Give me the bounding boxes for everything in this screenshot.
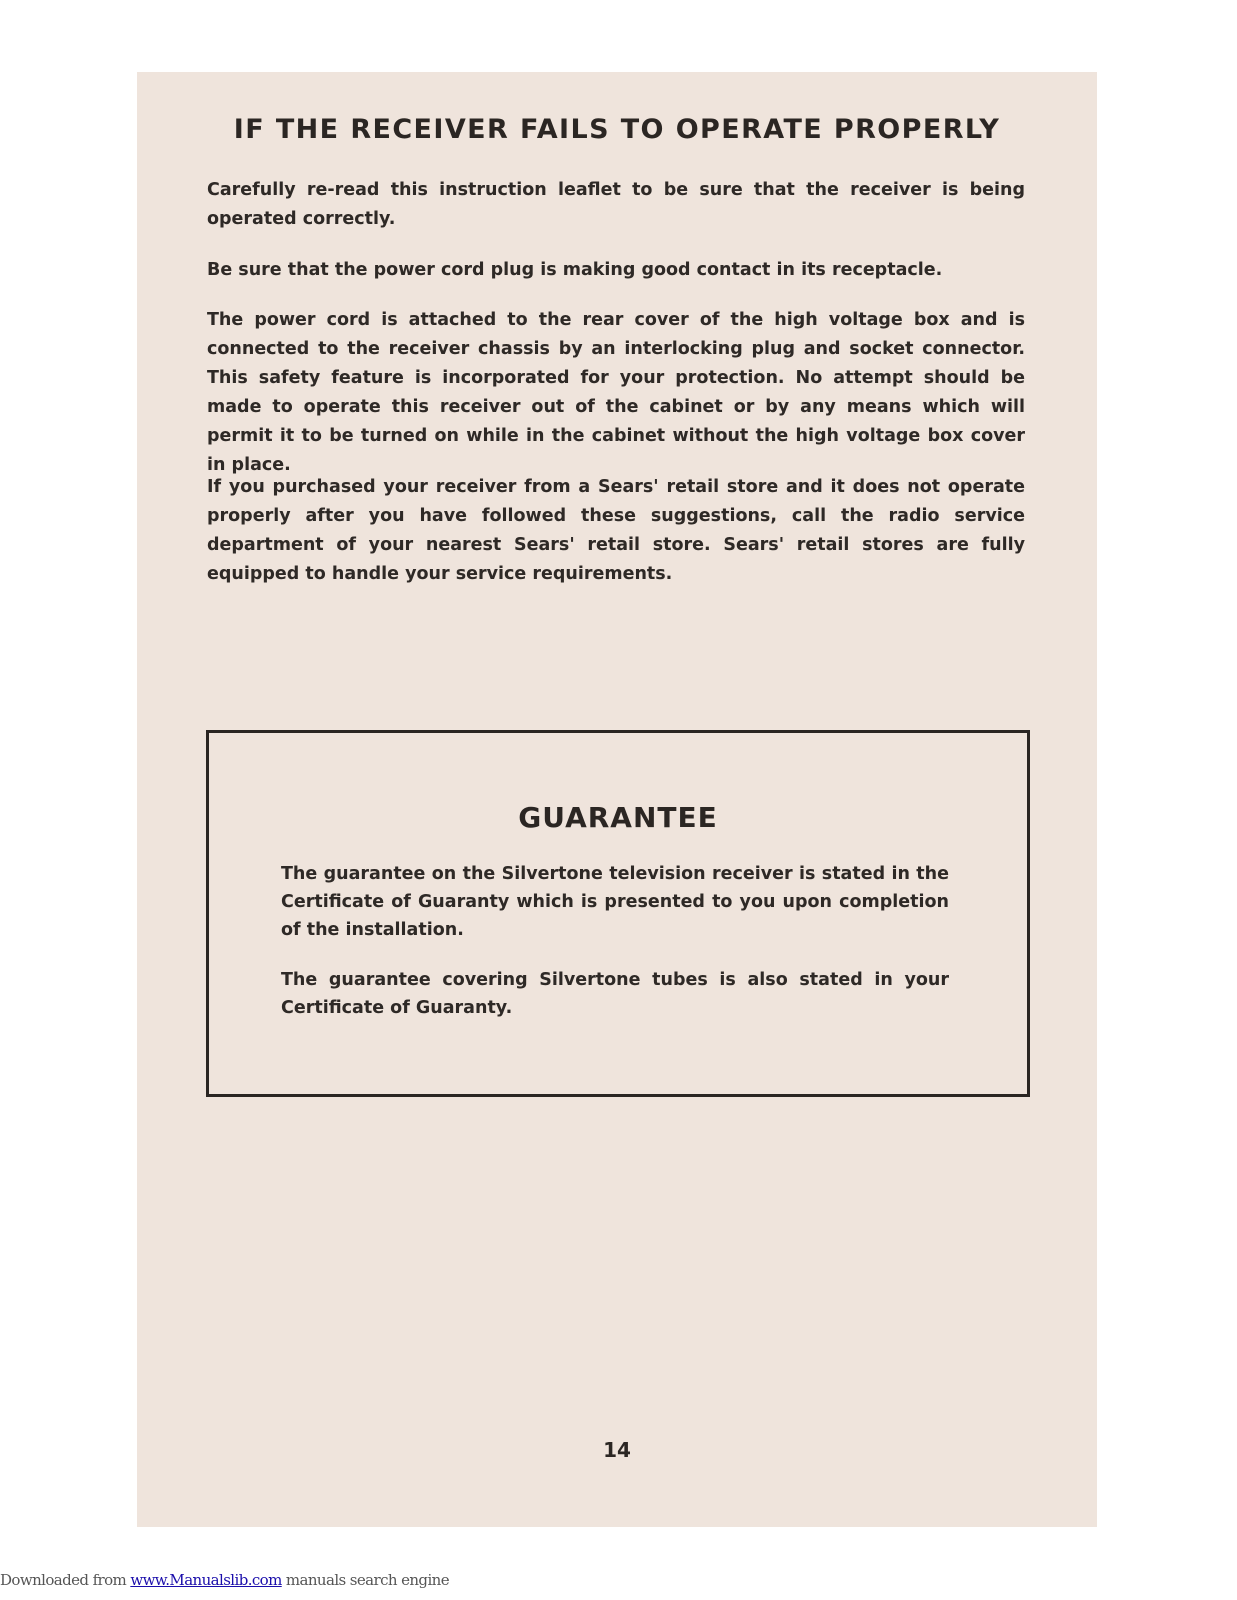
download-footer [0,1571,449,1589]
guarantee-box [206,730,1030,1097]
page-number: 14 [603,1438,631,1462]
manual-page [137,72,1097,1527]
paragraph-sears-service: If you purchased your receiver from a Sears' retail store and it does not operate properly after you have followed these suggestions, call the radio service department of your nearest Sears' retail store. Sears' retail stores are fully equipped to handle your service requirements. [207,477,1025,584]
paragraph-reread-instructions: Carefully re-read this instruction leaflet to be sure that the receiver is being operated correctly. [207,180,1025,229]
footer-prefix: Downloaded from [0,1571,131,1589]
paragraph-safety-interlock: The power cord is attached to the rear cover of the high voltage box and is connected to the receiver chassis by an interlocking plug and socket connector. This safety feature is incorporated for your protection. No attempt should be made to operate this receiver out of the cabinet or by any means which will permit it to be turned on while in the cabinet without the high voltage box cover in place. [207,310,1025,475]
footer-suffix: manuals search engine [281,1571,449,1589]
guarantee-paragraph-tubes: The guarantee covering Silvertone tubes is also stated in your Certificate of Guaranty. [281,970,949,1018]
guarantee-paragraph-receiver: The guarantee on the Silvertone television receiver is stated in the Certificate of Guaranty which is presented to you upon completion of the installation. [281,864,949,940]
page-heading: IF THE RECEIVER FAILS TO OPERATE PROPERLY [233,114,1001,145]
guarantee-heading: GUARANTEE [518,801,718,834]
paragraph-power-cord-plug: Be sure that the power cord plug is making good contact in its receptacle. [207,260,943,280]
manualslib-link[interactable]: www.Manualslib.com [130,1571,282,1589]
